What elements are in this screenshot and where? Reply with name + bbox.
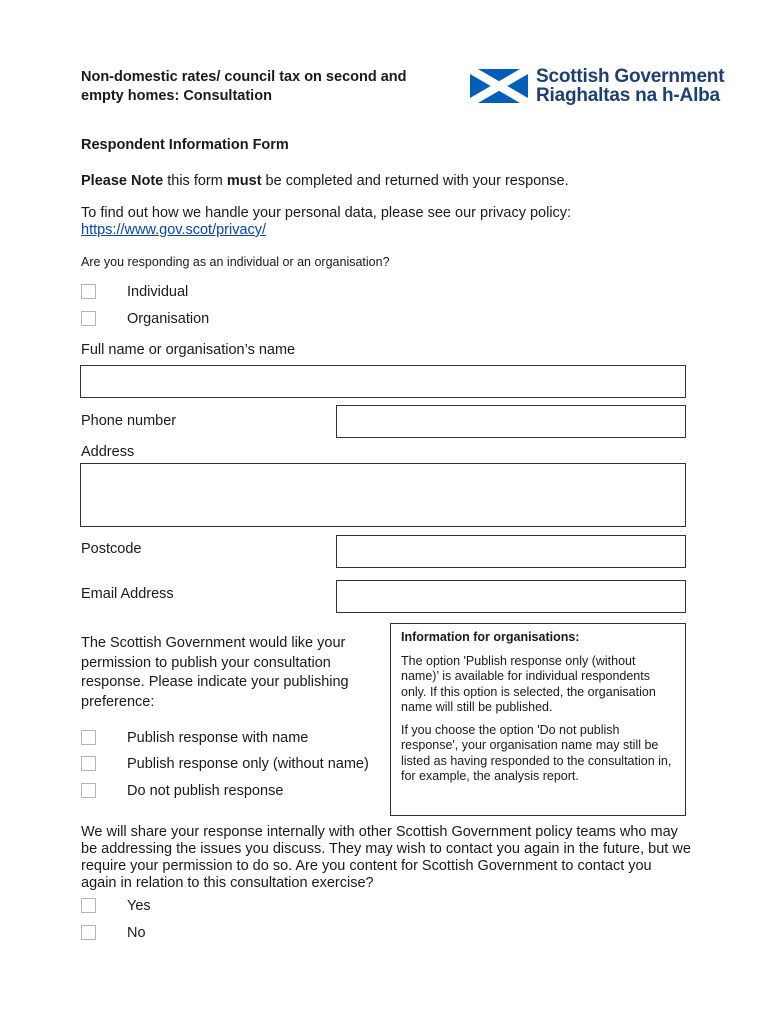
note-text-2: be completed and returned with your response. (261, 173, 569, 189)
individual-checkbox[interactable] (81, 284, 96, 299)
organisation-checkbox[interactable] (81, 311, 96, 326)
respondent-question: Are you responding as an individual or an organisation? (81, 255, 390, 269)
privacy-notice (81, 205, 571, 239)
note-bold-label: Please Note (81, 173, 164, 189)
privacy-text: To find out how we handle your personal data, please see our privacy policy: (81, 205, 572, 221)
publish-without-name-label: Publish response only (without name) (127, 756, 369, 772)
please-note (81, 173, 569, 189)
publish-permission-text: The Scottish Government would like your permission to publish your consultation response. Please indicate your publishing preference: (81, 635, 349, 710)
document-title: Non-domestic rates/ council tax on second and empty homes: Consultation (81, 69, 407, 104)
phone-field[interactable] (336, 405, 686, 438)
share-response-text: We will share your response internally with other Scottish Government policy teams who may be addressing the issues you discuss. They may wish to contact you again in the future, but we require your permission to do so. Are you content for Scottish Government to contact you again in relation to this consultation exercise? (81, 824, 691, 891)
full-name-label: Full name or organisation’s name (81, 342, 296, 358)
do-not-publish-label: Do not publish response (127, 783, 284, 799)
address-field[interactable] (80, 463, 686, 527)
logo-text-gaelic: Riaghaltas na h-Alba (536, 85, 720, 106)
organisation-label: Organisation (127, 311, 210, 327)
contact-yes-checkbox[interactable] (81, 898, 96, 913)
publish-with-name-label: Publish response with name (127, 730, 309, 746)
email-label: Email Address (81, 586, 174, 602)
scottish-government-logo (470, 68, 742, 104)
do-not-publish-checkbox[interactable] (81, 783, 96, 798)
contact-yes-label: Yes (127, 898, 151, 914)
form-heading: Respondent Information Form (81, 137, 289, 153)
info-box-paragraph-2: If you choose the option 'Do not publish response', your organisation name may still be listed as having responded to the consultation in, for example, the analysis report. (401, 722, 672, 783)
postcode-label: Postcode (81, 541, 142, 557)
publish-with-name-checkbox[interactable] (81, 730, 96, 745)
publish-without-name-checkbox[interactable] (81, 756, 96, 771)
note-must: must (226, 173, 262, 189)
phone-label: Phone number (81, 413, 177, 429)
info-box-paragraph-1: The option 'Publish response only (without name)’ is available for individual respondents only. If this option is selected, the organisation name will still be published. (401, 653, 656, 714)
contact-no-label: No (127, 925, 146, 941)
organisation-info-box (390, 623, 686, 816)
postcode-field[interactable] (336, 535, 686, 568)
saltire-flag-icon (470, 69, 528, 103)
logo-text-english: Scottish Government (536, 66, 725, 87)
full-name-field[interactable] (80, 365, 686, 398)
privacy-link[interactable]: https://www.gov.scot/privacy/ (81, 222, 267, 238)
info-box-title: Information for organisations: (401, 630, 580, 644)
note-text-1: this form (163, 173, 227, 189)
email-field[interactable] (336, 580, 686, 613)
individual-label: Individual (127, 284, 189, 300)
address-label: Address (81, 444, 135, 460)
contact-no-checkbox[interactable] (81, 925, 96, 940)
